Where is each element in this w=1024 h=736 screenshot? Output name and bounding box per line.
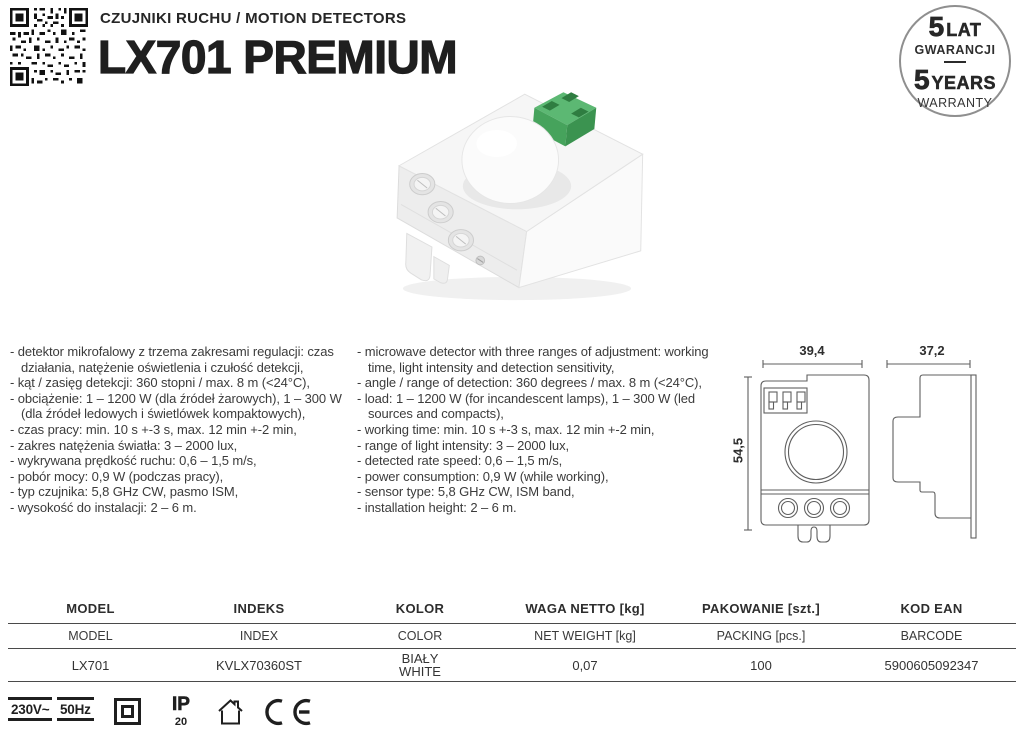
table-header-cell: PACKING [pcs.] — [716, 629, 806, 643]
spec-item: - detected rate speed: 0,6 – 1,5 m/s, — [357, 453, 563, 469]
spec-item: - power consumption: 0,9 W (while working), — [357, 468, 609, 484]
frequency-rating-icon: 50Hz — [57, 697, 94, 721]
product-table — [8, 593, 1016, 682]
spec-item: - detektor mikrofalowy z trzema zakresami regulacji: czas działania, natężenie oświetlenia i czułość detekcji, — [10, 344, 334, 375]
product-photo — [372, 85, 662, 320]
spec-item: - wysokość do instalacji: 2 – 6 m. — [10, 499, 197, 515]
table-cell-net-weight: 0,07 — [572, 657, 598, 673]
spec-item: - angle / range of detection: 360 degrees / max. 8 m (<24°C), — [357, 375, 702, 391]
spec-item: - load: 1 – 1200 W (for incandescent lamps), 1 – 300 W (led sources and compacts), — [357, 390, 696, 422]
indoor-use-icon — [215, 697, 246, 727]
table-header-cell: PAKOWANIE [szt.] — [702, 600, 820, 616]
front-view — [761, 375, 869, 542]
spec-item: - czas pracy: min. 10 s +-3 s, max. 12 min +-2 min, — [10, 421, 297, 437]
table-header-cell: MODEL — [66, 600, 115, 616]
warranty-en-label: WARRANTY — [917, 95, 993, 110]
technical-drawings — [732, 340, 1020, 575]
voltage-rating-icon: 230V~ — [8, 697, 52, 721]
category-title: CZUJNIKI RUCHU / MOTION DETECTORS — [100, 10, 407, 27]
spec-item: - zakres natężenia światła: 3 – 2000 lux, — [10, 437, 238, 453]
spec-item: - range of light intensity: 3 – 2000 lux, — [357, 437, 569, 453]
spec-item: - pobór mocy: 0,9 W (podczas pracy), — [10, 468, 224, 484]
side-view — [893, 375, 976, 538]
spec-item: - kąt / zasięg detekcji: 360 stopni / max. 8 m (<24°C), — [10, 375, 310, 391]
ce-mark-icon — [258, 698, 316, 726]
front-width-dimension — [763, 360, 862, 368]
spec-list-en — [357, 344, 709, 516]
warranty-badge — [899, 5, 1011, 117]
double-insulation-icon — [114, 698, 141, 725]
table-header-cell: COLOR — [397, 629, 443, 643]
warranty-pl: 5 LAT — [928, 10, 982, 42]
spec-item: - installation height: 2 – 6 m. — [357, 499, 517, 515]
dimension-label-side-width: 37,2 — [919, 343, 945, 358]
table-header-cell: KOD EAN — [900, 600, 963, 616]
spec-item: - microwave detector with three ranges of adjustment: working time, light intensity and detection sensitivity, — [357, 344, 709, 375]
table-cell-ean: 5900605092347 — [884, 657, 979, 673]
spec-item: - typ czujnika: 5,8 GHz CW, pasmo ISM, — [10, 484, 239, 500]
table-header-cell: NET WEIGHT [kg] — [534, 629, 636, 643]
warranty-en: 5 YEARS — [913, 63, 997, 95]
side-width-dimension — [887, 360, 970, 368]
spec-list-pl — [10, 344, 355, 516]
table-header-cell: WAGA NETTO [kg] — [525, 600, 645, 616]
spec-item: - working time: min. 10 s +-3 s, max. 12 min +-2 min, — [357, 421, 655, 437]
product-title: LX701 PREMIUM — [98, 31, 458, 83]
table-header-cell: INDEKS — [233, 600, 285, 616]
table-header-row-pl — [8, 593, 1016, 624]
table-cell-packing: 100 — [750, 657, 772, 673]
table-cell-index: KVLX70360ST — [215, 657, 302, 673]
ip20-rating-icon: IP 20 — [172, 694, 190, 728]
spec-item: - wykrywana prędkość ruchu: 0,6 – 1,5 m/s, — [10, 453, 257, 469]
table-header-cell: INDEX — [239, 629, 279, 643]
table-header-row-en — [8, 624, 1016, 649]
badge-divider — [944, 61, 966, 63]
table-cell-model: LX701 — [71, 657, 110, 673]
dimension-label-height: 54,5 — [730, 437, 746, 464]
table-header-cell: BARCODE — [900, 629, 963, 643]
terminal-symbols — [769, 392, 805, 409]
qr-code-icon — [10, 8, 88, 86]
table-data-row — [8, 649, 1016, 682]
table-cell-color: BIAŁY WHITE — [399, 651, 441, 679]
table-header-cell: MODEL — [68, 629, 113, 643]
spec-item: - sensor type: 5,8 GHz CW, ISM band, — [357, 484, 575, 500]
table-header-cell: KOLOR — [395, 600, 445, 616]
certification-icons — [0, 692, 340, 732]
dimension-label-front-width: 39,4 — [799, 343, 825, 358]
warranty-pl-label: GWARANCJI — [914, 42, 996, 57]
spec-item: - obciążenie: 1 – 1200 W (dla źródeł żarowych), 1 – 300 W (dla źródeł ledowych i świetlówek kompaktowych), — [10, 390, 342, 422]
